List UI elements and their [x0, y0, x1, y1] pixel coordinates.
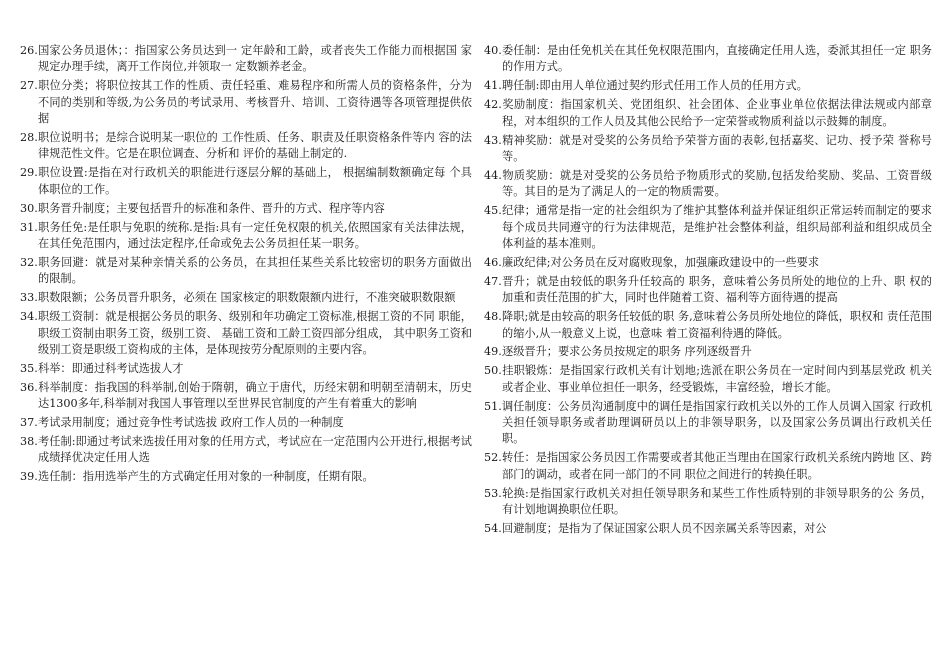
entry-text: 职位分类；将职位按其工作的性质、责任轻重、难易程序和所需人员的资格条件，分为不同的类别和等级,为公务员的考试录用、考核晋升、培训、工资待遇等各项管理提供依据 — [38, 79, 472, 126]
entry-number: 29. — [20, 166, 38, 180]
term-entry-50 — [484, 363, 932, 396]
entry-text: 职务任免:是任职与免职的统称.是指:具有一定任免权限的机关,依照国家有关法律法规，在其任免范围内，通过法定程序,任命或免去公务员担任某一职务。 — [38, 220, 472, 250]
entry-text: 逐级晋升；要求公务员按规定的职务 序列逐级晋升 — [502, 345, 752, 359]
entry-text: 考任制:即通过考试来选拔任用对象的任用方式，考试应在一定范围内公开进行,根据考试成绩择优决定任用人选 — [38, 434, 472, 465]
entry-number: 44. — [484, 168, 502, 182]
entry-number: 30. — [20, 201, 38, 215]
entry-number: 26. — [20, 44, 38, 57]
term-entry-30 — [20, 201, 472, 217]
term-entry-45 — [484, 203, 932, 252]
term-entry-53 — [484, 486, 932, 519]
term-entry-36 — [20, 380, 472, 413]
entry-text: 纪律；通常是指一定的社会组织为了维护其整体利益并保证组织正常运转而制定的要求每个成员共同遵守的行为法律规范，是维护社会整体利益，组织局部利益和组织成员全体利益的基本准则。 — [502, 204, 932, 250]
entry-text: 晋升；就是由较低的职务升任较高的 职务，意味着公务员所处的地位的上升、职 权的加重和责任范围的扩大，同时也伴随着工资、福利等方面待遇的提高 — [502, 274, 932, 305]
entry-number: 43. — [484, 133, 502, 147]
entry-text: 轮换:是指国家行政机关对担任领导职务和某些工作性质特别的非领导职务的公 务员，有计划地调换职位任职。 — [502, 486, 932, 517]
entry-text: 精神奖励：就是对受奖的公务员给予荣誉方面的表彰,包括嘉奖、记功、授予荣 誉称号等。 — [502, 133, 932, 163]
entry-number: 51. — [484, 399, 502, 413]
entry-text: 聘任制:即由用人单位通过契约形式任用工作人员的任用方式。 — [502, 79, 808, 93]
entry-number: 45. — [484, 204, 502, 218]
term-entry-39 — [20, 469, 472, 485]
entry-text: 奖励制度：指国家机关、党团组织、社会团体、企业事业单位依据法律法规或内部章程，对本组织的工作人员及其他公民给予一定荣誉或物质利益以示鼓舞的制度。 — [502, 98, 932, 128]
entry-text: 降职;就是由较高的职务任较低的职 务,意味着公务员所处地位的降低，职权和 责任范围的缩小,从一般意义上说，也意味 着工资福利待遇的降低。 — [502, 310, 932, 340]
term-entry-41 — [484, 78, 932, 94]
entry-number: 28. — [20, 131, 38, 145]
term-entry-29 — [20, 165, 472, 198]
entry-number: 54. — [484, 521, 502, 535]
entry-number: 38. — [20, 434, 38, 448]
entry-number: 32. — [20, 255, 38, 269]
right-column — [484, 43, 932, 540]
entry-text: 国家公务员退休；：指国家公务员达到一 定年龄和工龄，或者丧失工作能力而根据国 家规定办理手续，离开工作岗位,并领取一 定数额养老金。 — [38, 44, 472, 74]
entry-text: 廉政纪律;对公务员在反对腐败现象，加强廉政建设中的一些要求 — [502, 255, 820, 269]
left-column — [20, 43, 472, 488]
entry-text: 职级工资制：就是根据公务员的职务、级别和年功确定工资标准,根据工资的不同 职能，职级工资制由职务工资，级别工资、 基础工资和工龄工资四部分组成， 其中职务工资和级别工资是职级工资构成的主体，是体现按劳分配原则的主要内容。 — [38, 310, 472, 356]
entry-number: 27. — [20, 79, 38, 93]
entry-number: 33. — [20, 291, 38, 305]
entry-number: 50. — [484, 364, 502, 378]
entry-number: 41. — [484, 79, 502, 93]
entry-number: 47. — [484, 274, 502, 288]
term-entry-28 — [20, 130, 472, 163]
term-entry-54 — [484, 521, 932, 537]
entry-text: 科举：即通过科考试选拔人才 — [38, 361, 184, 375]
entry-text: 职务晋升制度；主要包括晋升的标准和条件、晋升的方式、程序等内容 — [38, 201, 385, 215]
term-entry-37 — [20, 415, 472, 431]
term-entry-38 — [20, 434, 472, 467]
entry-number: 48. — [484, 310, 502, 324]
term-entry-31 — [20, 220, 472, 253]
entry-number: 35. — [20, 361, 38, 375]
term-entry-40 — [484, 43, 932, 76]
entry-text: 考试录用制度；通过竞争性考试选拔 政府工作人员的一种制度 — [38, 416, 344, 430]
entry-number: 36. — [20, 380, 38, 394]
term-entry-35 — [20, 361, 472, 377]
entry-text: 职数限额；公务员晋升职务，必须在 国家核定的职数限额内进行，不准突破职数限额 — [38, 291, 456, 305]
entry-number: 31. — [20, 220, 38, 234]
entry-number: 46. — [484, 255, 502, 269]
term-entry-32 — [20, 255, 472, 288]
term-entry-44 — [484, 168, 932, 201]
entry-number: 53. — [484, 486, 502, 500]
entry-text: 调任制度：公务员沟通制度中的调任是指国家行政机关以外的工作人员调入国家 行政机关担任领导职务或者助理调研员以上的非领导职务，以及国家公务员调出行政机关任职。 — [502, 399, 932, 446]
entry-text: 物质奖励：就是对受奖的公务员给予物质形式的奖励,包括发给奖励、奖品、工资晋级等。其目的是为了满足人的一定的物质需要。 — [502, 168, 932, 199]
entry-number: 39. — [20, 470, 38, 484]
term-entry-27 — [20, 78, 472, 127]
entry-number: 52. — [484, 451, 502, 465]
term-entry-33 — [20, 290, 472, 306]
entry-number: 49. — [484, 345, 502, 359]
term-entry-51 — [484, 399, 932, 448]
entry-number: 40. — [484, 44, 502, 57]
entry-text: 科举制度：指我国的科举制,创始于隋朝，确立于唐代，历经宋朝和明朝至清朝末，历史达1300多年,科举制对我国人事管理以至世界民官制度的产生有着重大的影响 — [38, 380, 472, 411]
term-entry-49 — [484, 344, 932, 360]
term-entry-26 — [20, 43, 472, 76]
entry-text: 挂职锻炼：是指国家行政机关有计划地;选派在职公务员在一定时间内到基层党政 机关或者企业、事业单位担任一职务，经受锻炼，丰富经验，增长才能。 — [502, 364, 932, 394]
entry-text: 职位设置:是指在对行政机关的职能进行逐层分解的基础上， 根据编制数额确定每 个具体职位的工作。 — [38, 166, 472, 196]
entry-text: 回避制度；是指为了保证国家公职人员不因亲属关系等因素，对公 — [502, 521, 827, 535]
term-entry-52 — [484, 450, 932, 483]
entry-number: 37. — [20, 416, 38, 430]
entry-text: 转任：是指国家公务员因工作需要或者其他正当理由在国家行政机关系统内跨地 区、跨部门的调动，或者在同一部门的不同 职位之间进行的转换任职。 — [502, 451, 932, 481]
term-entry-46 — [484, 255, 932, 271]
entry-text: 选任制：指用选举产生的方式确定任用对象的一种制度，任期有限。 — [38, 470, 374, 484]
term-entry-34 — [20, 309, 472, 358]
term-entry-48 — [484, 309, 932, 342]
term-entry-43 — [484, 133, 932, 166]
entry-text: 职务回避：就是对某种亲情关系的公务员，在其担任某些关系比较密切的职务方面做出的限制。 — [38, 255, 472, 286]
entry-text: 委任制：是由任免机关在其任免权限范围内，直接确定任用人选，委派其担任一定 职务的作用方式。 — [502, 44, 932, 74]
term-entry-42 — [484, 97, 932, 130]
entry-number: 42. — [484, 98, 502, 112]
entry-number: 34. — [20, 310, 38, 324]
term-entry-47 — [484, 274, 932, 307]
entry-text: 职位说明书；是综合说明某一职位的 工作性质、任务、职责及任职资格条件等内 容的法律规范性文件。它是在职位调查、分析和 评价的基础上制定的. — [38, 131, 472, 161]
